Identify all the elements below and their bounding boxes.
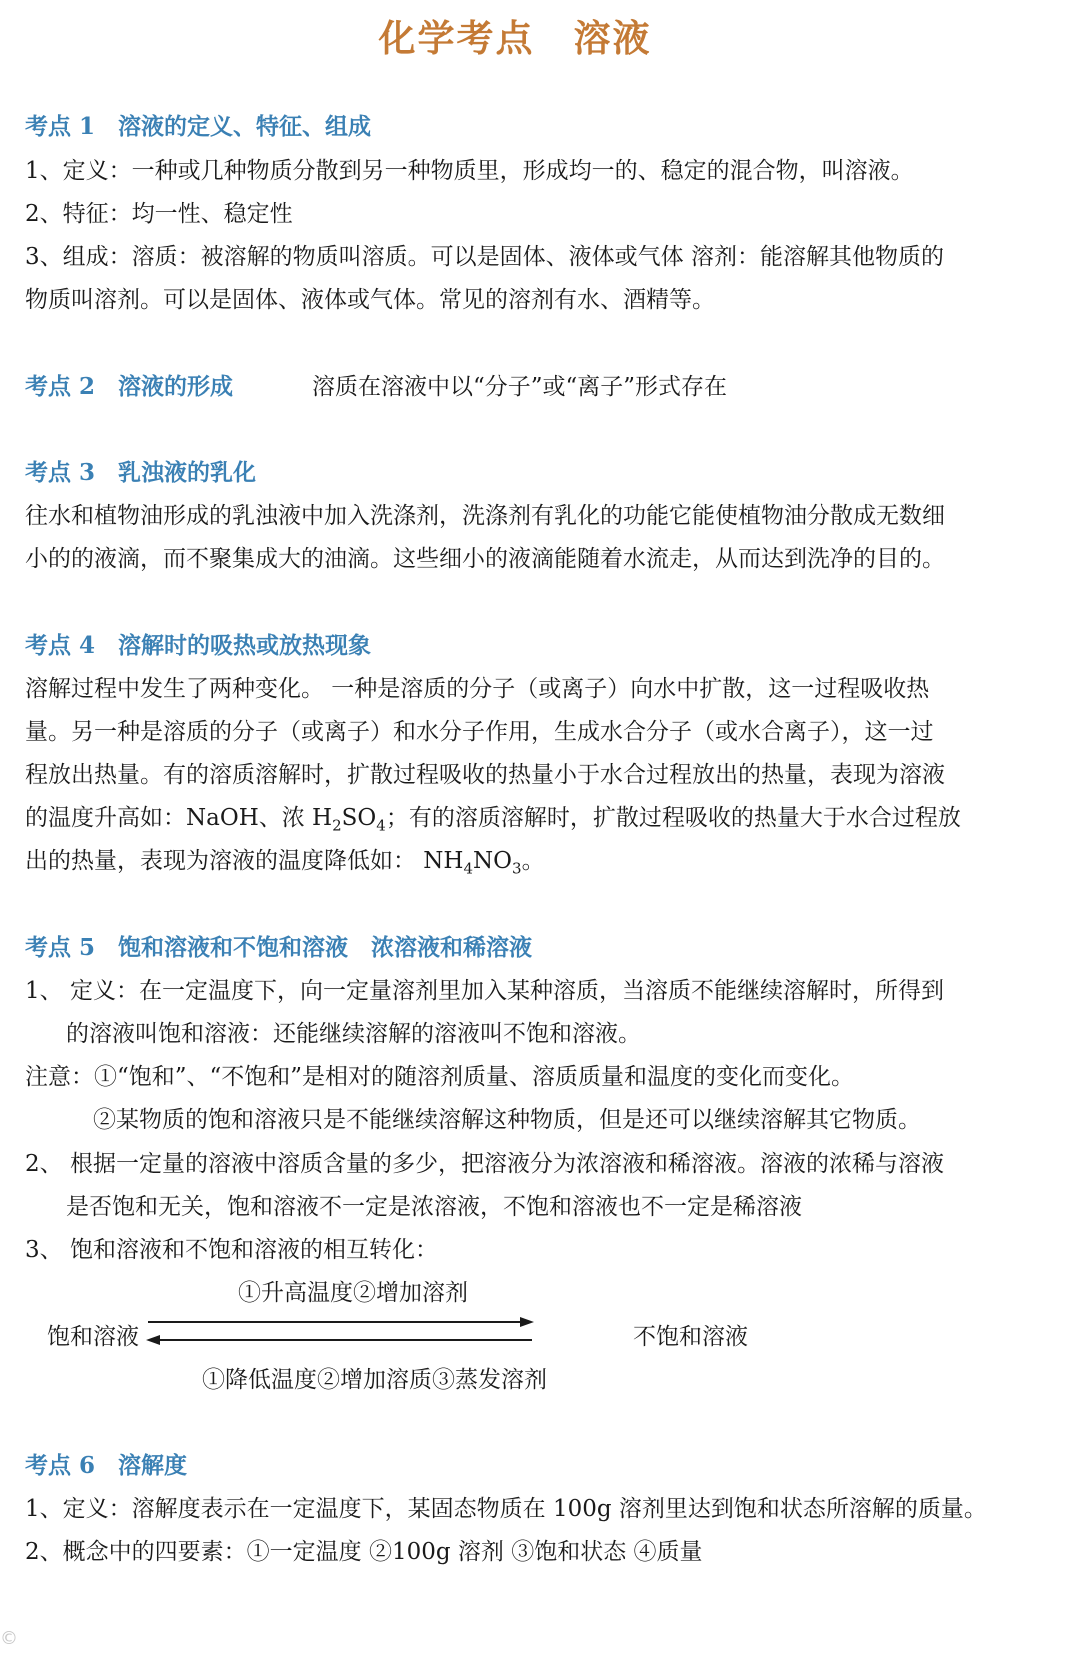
section-4-line-5	[25, 842, 545, 878]
section-4-line-4	[25, 799, 961, 835]
line-4-text-a: 的温度升高如：NaOH、浓 H	[25, 805, 333, 831]
section-4-heading: 考点 4 溶解时的吸热或放热现象	[25, 632, 372, 659]
section-5-line-5: 2、 根据一定量的溶液中溶质含量的多少，把溶液分为浓溶液和稀溶液。溶液的浓稀与溶液	[25, 1151, 944, 1177]
page-title: 化学考点 溶液	[378, 16, 652, 60]
section-5-line-7: 3、 饱和溶液和不饱和溶液的相互转化：	[25, 1237, 438, 1263]
section-3-heading: 考点 3 乳浊液的乳化	[25, 459, 257, 486]
subscript-4: 4	[376, 816, 386, 835]
subscript-4b: 4	[463, 859, 474, 878]
section-5-line-6: 是否饱和无关，饱和溶液不一定是浓溶液，不饱和溶液也不一定是稀溶液	[66, 1194, 802, 1220]
subscript-3: 3	[512, 859, 522, 878]
line-5-text-b: NO	[473, 848, 513, 874]
diagram-bottom-label: ①降低温度②增加溶质③蒸发溶剂	[202, 1367, 547, 1393]
line-4-text-c: ；有的溶质溶解时，扩散过程吸收的热量大于水合过程放	[385, 805, 961, 831]
forward-arrow	[148, 1317, 534, 1327]
section-2-note: 溶质在溶液中以“分子”或“离子”形式存在	[312, 374, 728, 400]
watermark-icon: ©	[0, 1628, 18, 1649]
section-1-line-3: 3、组成：溶质：被溶解的物质叫溶质。可以是固体、液体或气体 溶剂：能溶解其他物质的	[25, 244, 944, 270]
diagram-left-label: 饱和溶液	[47, 1324, 139, 1350]
conversion-arrows	[140, 1308, 540, 1348]
section-5-line-2: 的溶液叫饱和溶液：还能继续溶解的溶液叫不饱和溶液。	[66, 1021, 641, 1047]
line-4-text-b: SO	[341, 805, 377, 831]
section-4-line-1: 溶解过程中发生了两种变化。 一种是溶质的分子（或离子）向水中扩散，这一过程吸收热	[25, 676, 930, 702]
section-1-line-1: 1、定义：一种或几种物质分散到另一种物质里，形成均一的、稳定的混合物，叫溶液。	[25, 158, 914, 184]
section-3-line-1: 往水和植物油形成的乳浊液中加入洗涤剂，洗涤剂有乳化的功能它能使植物油分散成无数细	[25, 503, 945, 529]
section-4-line-3: 程放出热量。有的溶质溶解时，扩散过程吸收的热量小于水合过程放出的热量，表现为溶液	[25, 762, 945, 788]
section-3-line-2: 小的的液滴，而不聚集成大的油滴。这些细小的液滴能随着水流走，从而达到洗净的目的。	[25, 546, 945, 572]
section-5-line-1: 1、 定义：在一定温度下，向一定量溶剂里加入某种溶质，当溶质不能继续溶解时，所得到	[25, 978, 944, 1004]
section-1-line-4: 物质叫溶剂。可以是固体、液体或气体。常见的溶剂有水、酒精等。	[25, 287, 715, 313]
subscript-2: 2	[332, 816, 342, 835]
section-6-line-2: 2、概念中的四要素：①一定温度 ②100g 溶剂 ③饱和状态 ④质量	[25, 1539, 703, 1565]
diagram-top-label: ①升高温度②增加溶剂	[238, 1280, 468, 1306]
section-1-line-2: 2、特征：均一性、稳定性	[25, 201, 293, 227]
section-2-heading: 考点 2 溶液的形成	[25, 373, 234, 400]
section-5-line-3: 注意：①“饱和”、“不饱和”是相对的随溶剂质量、溶质质量和温度的变化而变化。	[25, 1064, 855, 1090]
line-5-text-a: 出的热量，表现为溶液的温度降低如： NH	[25, 848, 464, 874]
section-1-heading: 考点 1 溶液的定义、特征、组成	[25, 113, 372, 140]
diagram-right-label: 不饱和溶液	[633, 1324, 748, 1350]
line-5-text-c: 。	[521, 848, 545, 874]
section-5-line-4: ②某物质的饱和溶液只是不能继续溶解这种物质，但是还可以继续溶解其它物质。	[93, 1107, 921, 1133]
section-6-heading: 考点 6 溶解度	[25, 1452, 188, 1479]
section-5-heading: 考点 5 饱和溶液和不饱和溶液 浓溶液和稀溶液	[25, 934, 533, 961]
backward-arrow	[146, 1335, 532, 1345]
section-6-line-1: 1、定义：溶解度表示在一定温度下，某固态物质在 100g 溶剂里达到饱和状态所溶解的质量。	[25, 1496, 987, 1522]
section-4-line-2: 量。另一种是溶质的分子（或离子）和水分子作用，生成水合分子（或水合离子），这一过	[25, 719, 934, 745]
